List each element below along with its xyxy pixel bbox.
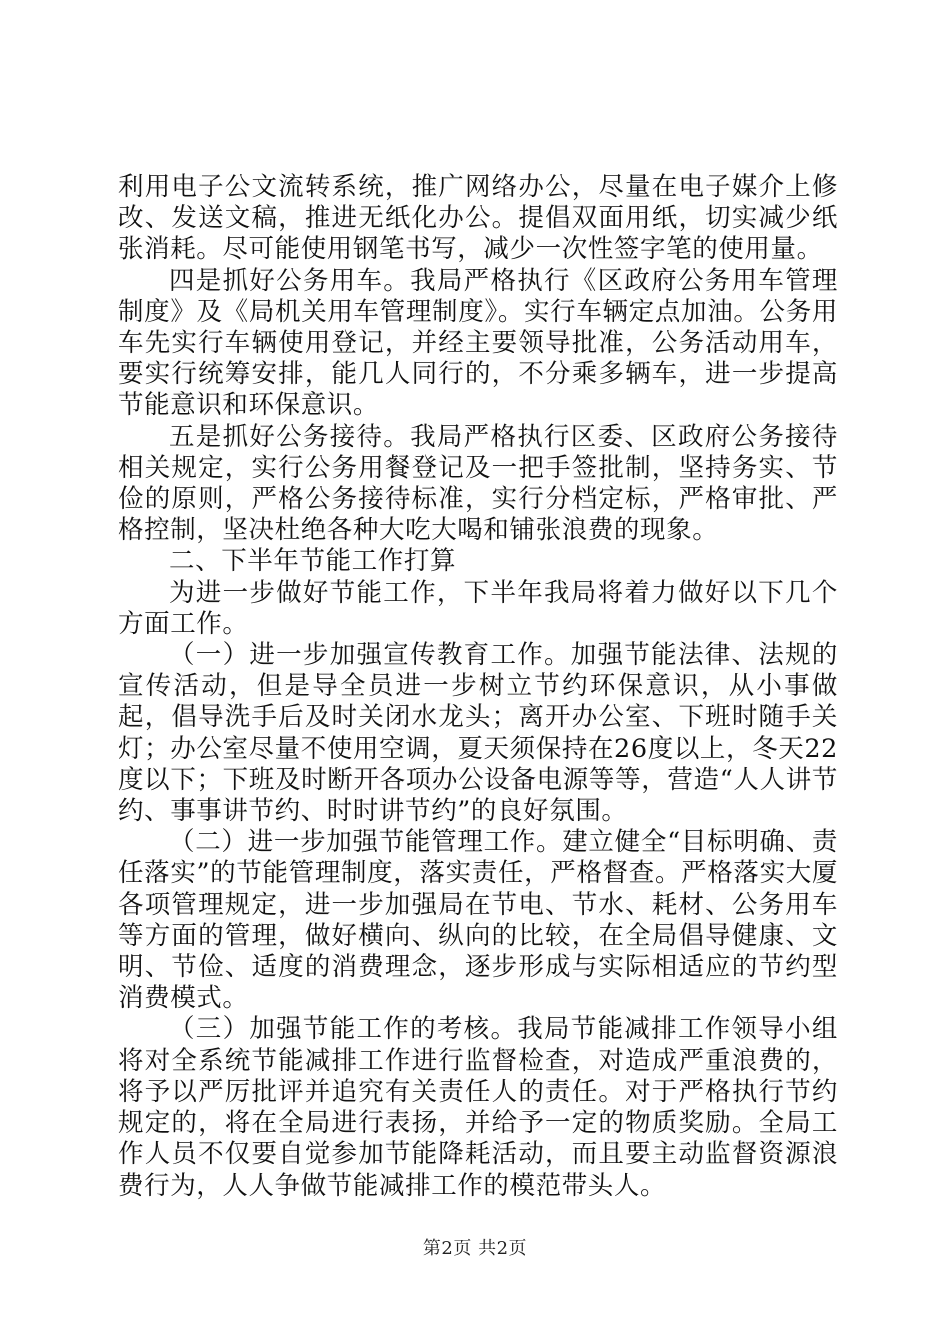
paragraph-plan-item-3: （三）加强节能工作的考核。我局节能减排工作领导小组将对全系统节能减排工作进行监督检查，对造成严重浪费的，将予以严厉批评并追究有关责任人的责任。对于严格执行节约规定的，将在全局进行表扬，并给予一定的物质奖励。全局工作人员不仅要自觉参加节能降耗活动，而且要主动监督资源浪费行为，人人争做节能减排工作的模范带头人。 [118,1014,838,1201]
page-footer: 第2页 共2页 [422,1238,528,1259]
paragraph-plan-intro: 为进一步做好节能工作，下半年我局将着力做好以下几个方面工作。 [118,577,838,639]
paragraph-official-vehicles: 四是抓好公务用车。我局严格执行《区政府公务用车管理制度》及《局机关用车管理制度》。实行车辆定点加油。公务用车先实行车辆使用登记，并经主要领导批准，公务活动用车，要实行统筹安排，能几人同行的，不分乘多辆车，进一步提高节能意识和环保意识。 [118,265,838,421]
paragraph-plan-item-2: （二）进一步加强节能管理工作。建立健全“目标明确、责任落实”的节能管理制度，落实责任，严格督查。严格落实大厦各项管理规定，进一步加强局在节电、节水、耗材、公务用车等方面的管理，做好横向、纵向的比较，在全局倡导健康、文明、节俭、适度的消费理念，逐步形成与实际相适应的节约型消费模式。 [118,827,838,1014]
paragraph-official-reception: 五是抓好公务接待。我局严格执行区委、区政府公务接待相关规定，实行公务用餐登记及一把手签批制，坚持务实、节俭的原则，严格公务接待标准，实行分档定标，严格审批、严格控制，坚决杜绝各种大吃大喝和铺张浪费的现象。 [118,421,838,546]
document-body [118,172,838,1202]
paragraph-continuation: 利用电子公文流转系统，推广网络办公，尽量在电子媒介上修改、发送文稿，推进无纸化办公。提倡双面用纸，切实减少纸张消耗。尽可能使用钢笔书写，减少一次性签字笔的使用量。 [118,172,838,265]
paragraph-plan-item-1: （一）进一步加强宣传教育工作。加强节能法律、法规的宣传活动，但是导全员进一步树立节约环保意识，从小事做起，倡导洗手后及时关闭水龙头；离开办公室、下班时随手关灯；办公室尽量不使用空调，夏天须保持在26度以上，冬天22度以下；下班及时断开各项办公设备电源等等，营造“人人讲节约、事事讲节约、时时讲节约”的良好氛围。 [118,640,838,827]
section-heading-second-half-plan: 二、下半年节能工作打算 [169,546,457,577]
